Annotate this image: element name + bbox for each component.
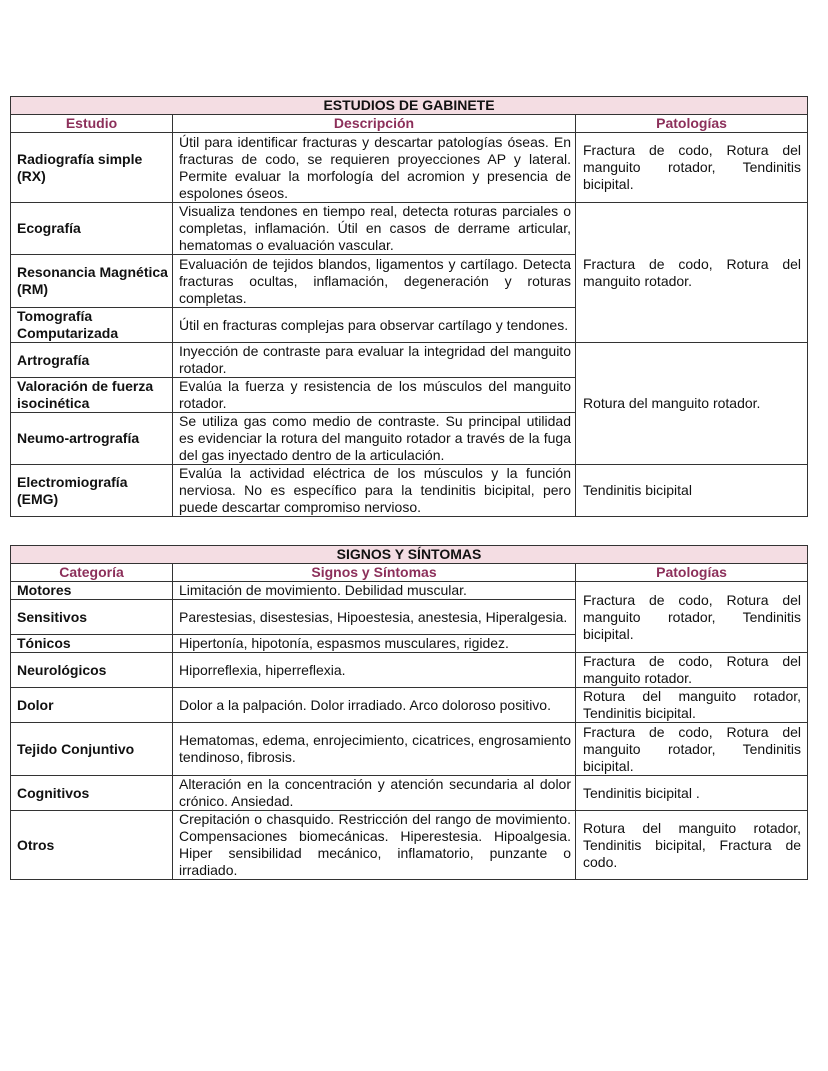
table-row xyxy=(11,653,808,688)
estudio-description: Útil para identificar fracturas y descartar patologías óseas. En fracturas de codo, se requieren proyecciones AP y lateral. Permite evaluar la morfología del acromion y presencia de espolones óseos. xyxy=(173,133,576,203)
signos-title-row xyxy=(11,546,808,564)
categoria-name: Otros xyxy=(11,811,173,880)
estudio-name: Artrografía xyxy=(11,343,173,378)
patologias-cell: Rotura del manguito rotador, Tendinitis bicipital, Fractura de codo. xyxy=(576,811,808,880)
categoria-name: Motores xyxy=(11,582,173,600)
estudio-name: Resonancia Magnética (RM) xyxy=(11,255,173,308)
categoria-name: Tónicos xyxy=(11,635,173,653)
table-row xyxy=(11,776,808,811)
table-row xyxy=(11,582,808,600)
patologias-cell: Fractura de codo, Rotura del manguito rotador, Tendinitis bicipital. xyxy=(576,723,808,776)
table-row xyxy=(11,688,808,723)
header-categoria: Categoría xyxy=(11,564,173,582)
table-row xyxy=(11,133,808,203)
estudio-description: Evalúa la actividad eléctrica de los músculos y la función nerviosa. No es específico para la tendinitis bicipital, pero puede descartar compromiso nervioso. xyxy=(173,465,576,517)
estudio-description: Evalúa la fuerza y resistencia de los músculos del manguito rotador. xyxy=(173,378,576,413)
header-patologias: Patologías xyxy=(576,564,808,582)
patologias-cell: Fractura de codo, Rotura del manguito rotador, Tendinitis bicipital. xyxy=(576,133,808,203)
table-row xyxy=(11,723,808,776)
patologias-cell: Tendinitis bicipital . xyxy=(576,776,808,811)
estudio-description: Inyección de contraste para evaluar la integridad del manguito rotador. xyxy=(173,343,576,378)
signos-description: Limitación de movimiento. Debilidad muscular. xyxy=(173,582,576,600)
categoria-name: Tejido Conjuntivo xyxy=(11,723,173,776)
table-row xyxy=(11,343,808,378)
header-signos: Signos y Síntomas xyxy=(173,564,576,582)
signos-description: Dolor a la palpación. Dolor irradiado. Arco doloroso positivo. xyxy=(173,688,576,723)
estudio-name: Neumo-artrografía xyxy=(11,413,173,465)
table-row xyxy=(11,811,808,880)
patologias-cell: Tendinitis bicipital xyxy=(576,465,808,517)
table-row xyxy=(11,203,808,255)
header-descripcion: Descripción xyxy=(173,115,576,133)
signos-description: Hematomas, edema, enrojecimiento, cicatrices, engrosamiento tendinoso, fibrosis. xyxy=(173,723,576,776)
estudios-header-row xyxy=(11,115,808,133)
estudio-description: Visualiza tendones en tiempo real, detecta roturas parciales o completas, inflamación. Útil en casos de derrame articular, hematomas o evaluación vascular. xyxy=(173,203,576,255)
estudio-name: Electromiografía (EMG) xyxy=(11,465,173,517)
patologias-cell: Rotura del manguito rotador, Tendinitis bicipital. xyxy=(576,688,808,723)
estudios-title-row xyxy=(11,97,808,115)
estudio-name: Radiografía simple (RX) xyxy=(11,133,173,203)
estudio-description: Útil en fracturas complejas para observar cartílago y tendones. xyxy=(173,308,576,343)
header-patologias: Patologías xyxy=(576,115,808,133)
categoria-name: Cognitivos xyxy=(11,776,173,811)
signos-description: Alteración en la concentración y atención secundaria al dolor crónico. Ansiedad. xyxy=(173,776,576,811)
estudio-name: Ecografía xyxy=(11,203,173,255)
table-row xyxy=(11,465,808,517)
estudios-title: ESTUDIOS DE GABINETE xyxy=(11,97,808,115)
signos-description: Parestesias, disestesias, Hipoestesia, anestesia, Hiperalgesia. xyxy=(173,600,576,635)
signos-title: SIGNOS Y SÍNTOMAS xyxy=(11,546,808,564)
patologias-cell: Fractura de codo, Rotura del manguito rotador. xyxy=(576,203,808,343)
categoria-name: Neurológicos xyxy=(11,653,173,688)
signos-header-row xyxy=(11,564,808,582)
patologias-cell: Rotura del manguito rotador. xyxy=(576,343,808,465)
signos-description: Hiporreflexia, hiperreflexia. xyxy=(173,653,576,688)
patologias-cell: Fractura de codo, Rotura del manguito rotador. xyxy=(576,653,808,688)
estudio-name: Valoración de fuerza isocinética xyxy=(11,378,173,413)
estudios-table xyxy=(10,96,808,517)
estudio-description: Evaluación de tejidos blandos, ligamentos y cartílago. Detecta fracturas ocultas, inflamación, degeneración y roturas completas. xyxy=(173,255,576,308)
signos-table xyxy=(10,545,808,880)
signos-description: Hipertonía, hipotonía, espasmos musculares, rigidez. xyxy=(173,635,576,653)
patologias-cell: Fractura de codo, Rotura del manguito rotador, Tendinitis bicipital. xyxy=(576,582,808,653)
estudio-description: Se utiliza gas como medio de contraste. Su principal utilidad es evidenciar la rotura del manguito rotador a través de la fuga del gas inyectado dentro de la articulación. xyxy=(173,413,576,465)
categoria-name: Sensitivos xyxy=(11,600,173,635)
categoria-name: Dolor xyxy=(11,688,173,723)
signos-description: Crepitación o chasquido. Restricción del rango de movimiento. Compensaciones biomecánicas. Hiperestesia. Hipoalgesia. Hiper sensibilidad mecánico, inflamatorio, punzante o irradiado. xyxy=(173,811,576,880)
header-estudio: Estudio xyxy=(11,115,173,133)
estudio-name: Tomografía Computarizada xyxy=(11,308,173,343)
